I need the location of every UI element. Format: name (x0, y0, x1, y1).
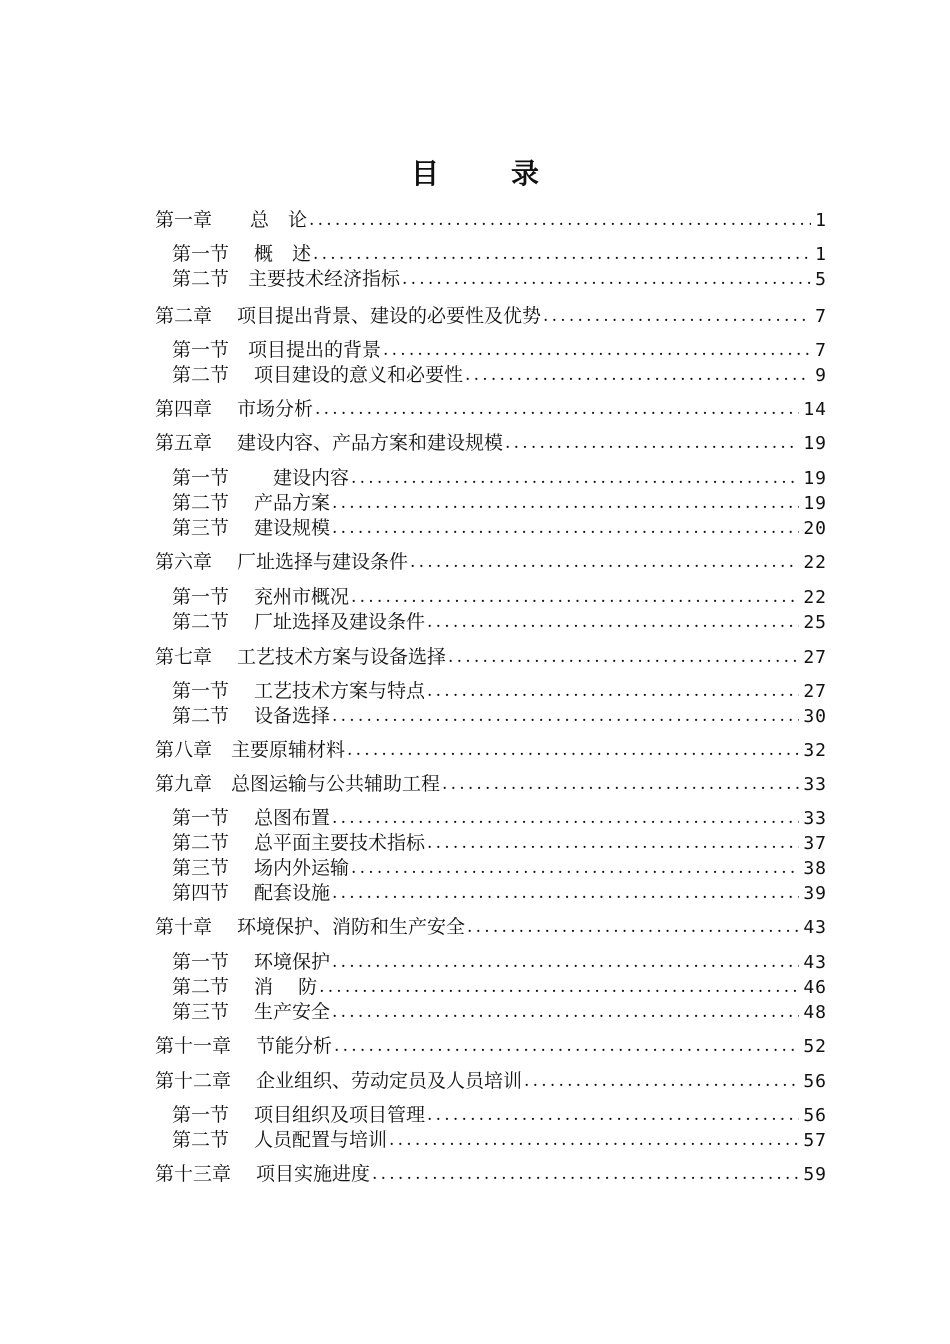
toc-page-number: 46 (803, 977, 827, 998)
toc-page-number: 43 (803, 917, 827, 938)
dot-leader (313, 242, 811, 267)
toc-page-number: 37 (803, 833, 827, 854)
toc-page-number: 14 (803, 399, 827, 420)
toc-entry-label: 第一章 总 论 (155, 209, 308, 231)
toc-entry[interactable] (155, 915, 827, 940)
toc-page-number: 27 (803, 681, 827, 702)
dot-leader (402, 267, 811, 292)
toc-entry[interactable] (172, 1000, 827, 1025)
toc-entry-label: 第三节 场内外运输 (172, 857, 350, 879)
toc-page-number: 9 (815, 365, 827, 386)
toc-page-number: 30 (803, 706, 827, 727)
dot-leader (427, 679, 799, 704)
toc-entry[interactable] (155, 1034, 827, 1059)
toc-entry-label: 第二节 产品方案 (172, 492, 331, 514)
toc-page-number: 43 (803, 952, 827, 973)
toc-entry-label: 第一节 总图布置 (172, 807, 331, 829)
toc-entry-label: 第一节 环境保护 (172, 951, 331, 973)
toc-page-number: 1 (815, 210, 827, 231)
dot-leader (347, 738, 799, 763)
toc-page-number: 48 (803, 1002, 827, 1023)
toc-page-number: 19 (803, 493, 827, 514)
dot-leader (410, 550, 799, 575)
toc-entry-label: 第二节 项目建设的意义和必要性 (172, 364, 464, 386)
toc-entry-label: 第二节 消 防 (172, 976, 318, 998)
toc-entry[interactable] (172, 831, 827, 856)
toc-page-number: 39 (803, 883, 827, 904)
toc-entry[interactable] (172, 516, 827, 541)
toc-entry[interactable] (172, 338, 827, 363)
toc-entry[interactable] (172, 585, 827, 610)
toc-entry[interactable] (155, 431, 827, 456)
dot-leader (332, 806, 799, 831)
toc-page-number: 7 (815, 306, 827, 327)
toc-page-number: 57 (803, 1130, 827, 1151)
toc-page-number: 22 (803, 552, 827, 573)
toc-page-number: 7 (815, 340, 827, 361)
toc-entry[interactable] (155, 1069, 827, 1094)
toc-entry[interactable] (172, 856, 827, 881)
dot-leader (427, 1103, 799, 1128)
toc-entry[interactable] (172, 363, 827, 388)
toc-entry[interactable] (172, 1103, 827, 1128)
toc-entry[interactable] (155, 550, 827, 575)
toc-entry[interactable] (172, 704, 827, 729)
dot-leader (332, 491, 799, 516)
toc-entry[interactable] (155, 738, 827, 763)
dot-leader (315, 397, 799, 422)
toc-entry[interactable] (172, 267, 827, 292)
toc-entry-label: 第十章 环境保护、消防和生产安全 (155, 916, 466, 938)
toc-page-number: 19 (803, 468, 827, 489)
page-title: 目 录 (410, 157, 561, 190)
toc-entry[interactable] (172, 610, 827, 635)
toc-page-number: 38 (803, 858, 827, 879)
toc-entry-label: 第二节 总平面主要技术指标 (172, 832, 426, 854)
toc-entry-label: 第四节 配套设施 (172, 882, 331, 904)
dot-leader (332, 516, 799, 541)
toc-page-number: 22 (803, 587, 827, 608)
toc-entry-label: 第二章 项目提出背景、建设的必要性及优势 (155, 305, 542, 327)
toc-entry-label: 第九章 总图运输与公共辅助工程 (155, 773, 441, 795)
toc-entry[interactable] (172, 679, 827, 704)
toc-entry-label: 第二节 厂址选择及建设条件 (172, 611, 426, 633)
toc-entry[interactable] (155, 1162, 827, 1187)
toc-entry-label: 第二节 人员配置与培训 (172, 1129, 388, 1151)
toc-entry-label: 第一节 工艺技术方案与特点 (172, 680, 426, 702)
dot-leader (351, 466, 799, 491)
dot-leader (383, 338, 811, 363)
dot-leader (389, 1128, 799, 1153)
toc-entry[interactable] (172, 242, 827, 267)
dot-leader (524, 1069, 799, 1094)
toc-entry[interactable] (155, 397, 827, 422)
toc-page-number: 25 (803, 612, 827, 633)
toc-entry-label: 第八章 主要原辅材料 (155, 739, 346, 761)
dot-leader (332, 1000, 799, 1025)
toc-page-number: 52 (803, 1036, 827, 1057)
toc-page-number: 1 (815, 244, 827, 265)
toc-entry-label: 第三节 建设规模 (172, 517, 331, 539)
dot-leader (332, 881, 799, 906)
toc-entry-label: 第十一章 节能分析 (155, 1035, 333, 1057)
toc-entry-label: 第二节 设备选择 (172, 705, 331, 727)
dot-leader (543, 304, 811, 329)
toc-entry-label: 第三节 生产安全 (172, 1001, 331, 1023)
toc-page-number: 33 (803, 808, 827, 829)
toc-page-number: 33 (803, 774, 827, 795)
toc-entry[interactable] (172, 806, 827, 831)
dot-leader (442, 772, 799, 797)
toc-entry-label: 第一节 兖州市概况 (172, 586, 350, 608)
toc-page-number: 56 (803, 1105, 827, 1126)
toc-entry[interactable] (172, 466, 827, 491)
dot-leader (427, 610, 799, 635)
toc-entry-label: 第五章 建设内容、产品方案和建设规模 (155, 432, 504, 454)
toc-entry-label: 第二节 主要技术经济指标 (172, 268, 401, 290)
toc-entry[interactable] (172, 975, 827, 1000)
toc-page-number: 19 (803, 433, 827, 454)
toc-entry[interactable] (172, 881, 827, 906)
toc-entry[interactable] (155, 304, 827, 329)
toc-entry-label: 第六章 厂址选择与建设条件 (155, 551, 409, 573)
toc-entry-label: 第一节 概 述 (172, 243, 312, 265)
toc-page-number: 5 (815, 269, 827, 290)
dot-leader (334, 1034, 799, 1059)
dot-leader (465, 363, 811, 388)
dot-leader (332, 704, 799, 729)
toc-entry-label: 第一节 建设内容 (172, 467, 350, 489)
toc-entry[interactable] (172, 950, 827, 975)
toc-page-number: 20 (803, 518, 827, 539)
dot-leader (309, 208, 811, 233)
toc-page-number: 32 (803, 740, 827, 761)
toc-entry-label: 第十三章 项目实施进度 (155, 1163, 371, 1185)
toc-entry[interactable] (155, 645, 827, 670)
toc-entry[interactable] (172, 1128, 827, 1153)
dot-leader (372, 1162, 799, 1187)
toc-entry-label: 第一节 项目提出的背景 (172, 339, 382, 361)
dot-leader (351, 856, 799, 881)
dot-leader (427, 831, 799, 856)
toc-entry-label: 第十二章 企业组织、劳动定员及人员培训 (155, 1070, 523, 1092)
toc-entry[interactable] (155, 208, 827, 233)
dot-leader (319, 975, 799, 1000)
toc-entry[interactable] (155, 772, 827, 797)
toc-page-number: 56 (803, 1071, 827, 1092)
dot-leader (448, 645, 799, 670)
dot-leader (467, 915, 799, 940)
toc-page-number: 27 (803, 647, 827, 668)
dot-leader (351, 585, 799, 610)
toc-entry[interactable] (172, 491, 827, 516)
dot-leader (332, 950, 799, 975)
toc-entry-label: 第四章 市场分析 (155, 398, 314, 420)
toc-page-number: 59 (803, 1164, 827, 1185)
dot-leader (505, 431, 799, 456)
toc-entry-label: 第七章 工艺技术方案与设备选择 (155, 646, 447, 668)
toc-entry-label: 第一节 项目组织及项目管理 (172, 1104, 426, 1126)
